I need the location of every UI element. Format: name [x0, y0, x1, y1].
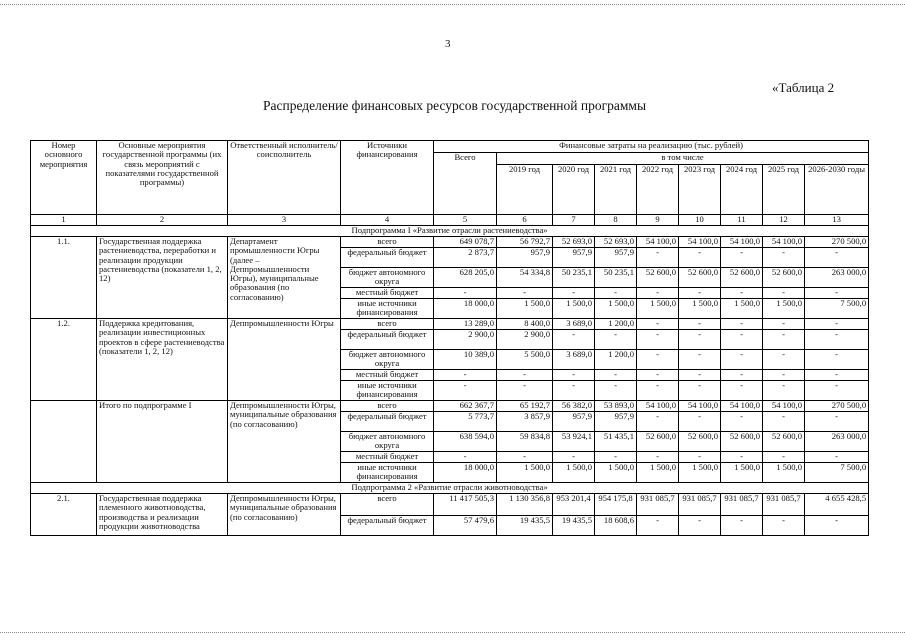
- cell-value: 18 608,6: [595, 516, 637, 536]
- cell-value: -: [679, 452, 721, 463]
- cell-value: -: [637, 452, 679, 463]
- subprogram-2-row: [31, 483, 869, 494]
- cell-value: 1 500,0: [637, 299, 679, 319]
- cell-value: 3 857,9: [497, 412, 553, 432]
- source-okrug: бюджет автономного округа: [341, 268, 434, 288]
- column-number: 9: [637, 215, 679, 226]
- cell-value: 4 655 428,5: [805, 494, 869, 516]
- column-number: 8: [595, 215, 637, 226]
- cell-value: 954 175,8: [595, 494, 637, 516]
- cell-value: -: [679, 381, 721, 401]
- header-year: 2026-2030 годы: [805, 165, 869, 215]
- cell-value: 52 600,0: [679, 268, 721, 288]
- cell-value: 3 689,0: [553, 319, 595, 330]
- cell-value: -: [763, 350, 805, 370]
- cell-value: -: [721, 516, 763, 536]
- cell-value: -: [595, 288, 637, 299]
- column-number: 11: [721, 215, 763, 226]
- cell-value: 931 085,7: [721, 494, 763, 516]
- cell-value: -: [763, 452, 805, 463]
- source-other: иные источники финансирования: [341, 381, 434, 401]
- cell-value: -: [763, 319, 805, 330]
- cell-value: 1 500,0: [595, 463, 637, 483]
- cell-value: -: [805, 452, 869, 463]
- cell-value: 7 500,0: [805, 299, 869, 319]
- cell-value: -: [721, 248, 763, 268]
- cell-value: 649 078,7: [434, 237, 497, 248]
- cell-value: 2 900,0: [434, 330, 497, 350]
- cell-value: 1 130 356,8: [497, 494, 553, 516]
- cell-value: -: [637, 370, 679, 381]
- cell-value: -: [763, 516, 805, 536]
- cell-value: 1 500,0: [637, 463, 679, 483]
- activity-number: 2.1.: [31, 494, 97, 536]
- cell-value: -: [763, 370, 805, 381]
- cell-value: 5 773,7: [434, 412, 497, 432]
- cell-value: 8 400,0: [497, 319, 553, 330]
- cell-value: -: [434, 381, 497, 401]
- activity-number: 1.2.: [31, 319, 97, 401]
- cell-value: -: [434, 370, 497, 381]
- cell-value: -: [637, 350, 679, 370]
- cell-value: -: [434, 452, 497, 463]
- cell-value: -: [721, 319, 763, 330]
- column-number: 10: [679, 215, 721, 226]
- total-number-cell: [31, 401, 97, 483]
- cell-value: 54 334,8: [497, 268, 553, 288]
- table-label: «Таблица 2: [772, 80, 835, 95]
- cell-value: 931 085,7: [637, 494, 679, 516]
- cell-value: 957,9: [553, 248, 595, 268]
- source-federal: федеральный бюджет: [341, 516, 434, 536]
- cell-value: -: [805, 516, 869, 536]
- cell-value: 54 100,0: [637, 401, 679, 412]
- cell-value: -: [637, 288, 679, 299]
- source-total: всего: [341, 319, 434, 330]
- subtotal-name: Итого по подпрограмме I: [97, 401, 228, 483]
- column-number: 3: [228, 215, 341, 226]
- cell-value: 957,9: [595, 248, 637, 268]
- column-number: 7: [553, 215, 595, 226]
- subprogram-1-row: [31, 226, 869, 237]
- column-numbers-row: [31, 215, 869, 226]
- header-main-activities: Основные мероприятия государственной программы (их связь мероприятий с показателями государственной программы): [97, 141, 228, 215]
- source-federal: федеральный бюджет: [341, 330, 434, 350]
- cell-value: 52 600,0: [763, 268, 805, 288]
- cell-value: -: [497, 452, 553, 463]
- cell-value: 54 100,0: [721, 237, 763, 248]
- cell-value: -: [595, 330, 637, 350]
- cell-value: -: [763, 381, 805, 401]
- cell-value: 50 235,1: [553, 268, 595, 288]
- cell-value: -: [637, 319, 679, 330]
- header-year: 2023 год: [679, 165, 721, 215]
- cell-value: 957,9: [553, 412, 595, 432]
- header-responsible: Ответственный исполнитель/ соисполнитель: [228, 141, 341, 215]
- cell-value: 13 289,0: [434, 319, 497, 330]
- cell-value: -: [679, 319, 721, 330]
- column-number: 13: [805, 215, 869, 226]
- cell-value: 638 594,0: [434, 432, 497, 452]
- cell-value: 52 600,0: [721, 432, 763, 452]
- cell-value: -: [553, 330, 595, 350]
- cell-value: -: [553, 452, 595, 463]
- subprogram-2-title: Подпрограмма 2 «Развитие отрасли животноводства»: [31, 483, 869, 494]
- cell-value: 52 600,0: [763, 432, 805, 452]
- header-total: Всего: [434, 153, 497, 215]
- cell-value: -: [721, 350, 763, 370]
- cell-value: 57 479,6: [434, 516, 497, 536]
- cell-value: -: [434, 288, 497, 299]
- cell-value: 10 389,0: [434, 350, 497, 370]
- header-sources: Источники финансирования: [341, 141, 434, 215]
- activity-responsible: Деппромышленности Югры: [228, 319, 341, 401]
- cell-value: -: [497, 288, 553, 299]
- column-number: 1: [31, 215, 97, 226]
- cell-value: 51 435,1: [595, 432, 637, 452]
- header-year: 2020 год: [553, 165, 595, 215]
- cell-value: -: [637, 248, 679, 268]
- cell-value: -: [553, 288, 595, 299]
- table-row: [31, 494, 869, 516]
- cell-value: -: [637, 516, 679, 536]
- cell-value: 54 100,0: [679, 237, 721, 248]
- cell-value: 54 100,0: [637, 237, 679, 248]
- cell-value: -: [763, 288, 805, 299]
- column-number: 6: [497, 215, 553, 226]
- cell-value: 1 200,0: [595, 319, 637, 330]
- source-okrug: бюджет автономного округа: [341, 432, 434, 452]
- cell-value: 1 500,0: [497, 463, 553, 483]
- column-number: 12: [763, 215, 805, 226]
- activity-responsible: Департамент промышленности Югры (далее – Деппромышленности Югры), муниципальные образования (по согласованию): [228, 237, 341, 319]
- cell-value: 52 600,0: [637, 432, 679, 452]
- table-row: [31, 237, 869, 248]
- cell-value: -: [595, 381, 637, 401]
- cell-value: 270 500,0: [805, 401, 869, 412]
- cell-value: 270 500,0: [805, 237, 869, 248]
- cell-value: 957,9: [497, 248, 553, 268]
- cell-value: 19 435,5: [497, 516, 553, 536]
- cell-value: -: [721, 330, 763, 350]
- cell-value: 662 367,7: [434, 401, 497, 412]
- cell-value: -: [553, 381, 595, 401]
- cell-value: -: [553, 370, 595, 381]
- source-total: всего: [341, 494, 434, 516]
- source-other: иные источники финансирования: [341, 299, 434, 319]
- cell-value: -: [805, 330, 869, 350]
- cell-value: 1 500,0: [679, 463, 721, 483]
- page-number: 3: [445, 38, 451, 50]
- cell-value: 263 000,0: [805, 432, 869, 452]
- cell-value: 65 192,7: [497, 401, 553, 412]
- subtotal-responsible: Деппромышленности Югры, муниципальные образования (по согласованию): [228, 401, 341, 483]
- cell-value: 2 873,7: [434, 248, 497, 268]
- activity-name: Государственная поддержка растениеводства, переработки и реализации продукции растениеводства (показатели 1, 2, 12): [97, 237, 228, 319]
- cell-value: 53 924,1: [553, 432, 595, 452]
- cell-value: 1 500,0: [595, 299, 637, 319]
- cell-value: 2 900,0: [497, 330, 553, 350]
- cell-value: -: [637, 412, 679, 432]
- cell-value: -: [595, 370, 637, 381]
- cell-value: 52 600,0: [721, 268, 763, 288]
- header-including: в том числе: [497, 153, 869, 165]
- cell-value: 56 382,0: [553, 401, 595, 412]
- cell-value: 1 500,0: [721, 463, 763, 483]
- cell-value: -: [721, 412, 763, 432]
- cell-value: -: [805, 381, 869, 401]
- cell-value: 59 834,8: [497, 432, 553, 452]
- cell-value: 50 235,1: [595, 268, 637, 288]
- cell-value: -: [679, 350, 721, 370]
- source-federal: федеральный бюджет: [341, 412, 434, 432]
- cell-value: 3 689,0: [553, 350, 595, 370]
- cell-value: 11 417 505,3: [434, 494, 497, 516]
- column-number: 4: [341, 215, 434, 226]
- cell-value: 53 893,0: [595, 401, 637, 412]
- cell-value: -: [679, 330, 721, 350]
- header-year: 2024 год: [721, 165, 763, 215]
- cell-value: -: [805, 288, 869, 299]
- cell-value: -: [679, 370, 721, 381]
- cell-value: -: [497, 381, 553, 401]
- cell-value: -: [721, 370, 763, 381]
- header-number: Номер основного мероприятия: [31, 141, 97, 215]
- cell-value: -: [721, 381, 763, 401]
- cell-value: 18 000,0: [434, 299, 497, 319]
- cell-value: 1 500,0: [553, 463, 595, 483]
- cell-value: -: [679, 248, 721, 268]
- cell-value: 52 600,0: [679, 432, 721, 452]
- source-local: местный бюджет: [341, 370, 434, 381]
- cell-value: 52 693,0: [553, 237, 595, 248]
- cell-value: 953 201,4: [553, 494, 595, 516]
- cell-value: 1 200,0: [595, 350, 637, 370]
- source-local: местный бюджет: [341, 288, 434, 299]
- cell-value: 1 500,0: [721, 299, 763, 319]
- cell-value: 931 085,7: [679, 494, 721, 516]
- cell-value: 263 000,0: [805, 268, 869, 288]
- cell-value: 1 500,0: [553, 299, 595, 319]
- table-row: [31, 401, 869, 412]
- cell-value: -: [497, 370, 553, 381]
- cell-value: -: [805, 319, 869, 330]
- cell-value: 1 500,0: [497, 299, 553, 319]
- cell-value: -: [721, 452, 763, 463]
- cell-value: -: [595, 452, 637, 463]
- cell-value: 54 100,0: [679, 401, 721, 412]
- column-number: 2: [97, 215, 228, 226]
- cell-value: -: [763, 248, 805, 268]
- header-year: 2019 год: [497, 165, 553, 215]
- cell-value: -: [805, 350, 869, 370]
- header-year: 2025 год: [763, 165, 805, 215]
- cell-value: -: [805, 370, 869, 381]
- cell-value: 1 500,0: [763, 463, 805, 483]
- column-number: 5: [434, 215, 497, 226]
- activity-responsible: Деппромышленности Югры, муниципальные образования (по согласованию): [228, 494, 341, 536]
- header-row-1: [31, 141, 869, 153]
- cell-value: 18 000,0: [434, 463, 497, 483]
- cell-value: -: [763, 330, 805, 350]
- cell-value: -: [805, 248, 869, 268]
- source-okrug: бюджет автономного округа: [341, 350, 434, 370]
- source-total: всего: [341, 401, 434, 412]
- cell-value: 52 600,0: [637, 268, 679, 288]
- page-top-edge: [0, 4, 905, 5]
- cell-value: 1 500,0: [679, 299, 721, 319]
- source-other: иные источники финансирования: [341, 463, 434, 483]
- cell-value: 957,9: [595, 412, 637, 432]
- document-title: Распределение финансовых ресурсов государственной программы: [263, 98, 647, 113]
- cell-value: -: [679, 288, 721, 299]
- source-federal: федеральный бюджет: [341, 248, 434, 268]
- cell-value: 628 205,0: [434, 268, 497, 288]
- cell-value: -: [805, 412, 869, 432]
- table-row: [31, 319, 869, 330]
- activity-number: 1.1.: [31, 237, 97, 319]
- header-year: 2022 год: [637, 165, 679, 215]
- cell-value: 7 500,0: [805, 463, 869, 483]
- source-local: местный бюджет: [341, 452, 434, 463]
- cell-value: -: [763, 412, 805, 432]
- cell-value: -: [721, 288, 763, 299]
- cell-value: 19 435,5: [553, 516, 595, 536]
- cell-value: 56 792,7: [497, 237, 553, 248]
- cell-value: 52 693,0: [595, 237, 637, 248]
- finance-table: [30, 140, 869, 536]
- header-year: 2021 год: [595, 165, 637, 215]
- page-bottom-edge: [0, 632, 905, 633]
- activity-name: Поддержка кредитования, реализации инвестиционных проектов в сфере растениеводства (показатели 1, 2, 12): [97, 319, 228, 401]
- cell-value: -: [679, 516, 721, 536]
- cell-value: 1 500,0: [763, 299, 805, 319]
- subprogram-1-title: Подпрограмма I «Развитие отрасли растениеводства»: [31, 226, 869, 237]
- cell-value: 931 085,7: [763, 494, 805, 516]
- cell-value: -: [637, 381, 679, 401]
- cell-value: 54 100,0: [763, 401, 805, 412]
- cell-value: 54 100,0: [763, 237, 805, 248]
- header-financial-costs: Финансовые затраты на реализацию (тыс. рублей): [434, 141, 869, 153]
- cell-value: -: [637, 330, 679, 350]
- cell-value: 54 100,0: [721, 401, 763, 412]
- cell-value: 5 500,0: [497, 350, 553, 370]
- source-total: всего: [341, 237, 434, 248]
- cell-value: -: [679, 412, 721, 432]
- activity-name: Государственная поддержка племенного животноводства, производства и реализации продукции животноводства: [97, 494, 228, 536]
